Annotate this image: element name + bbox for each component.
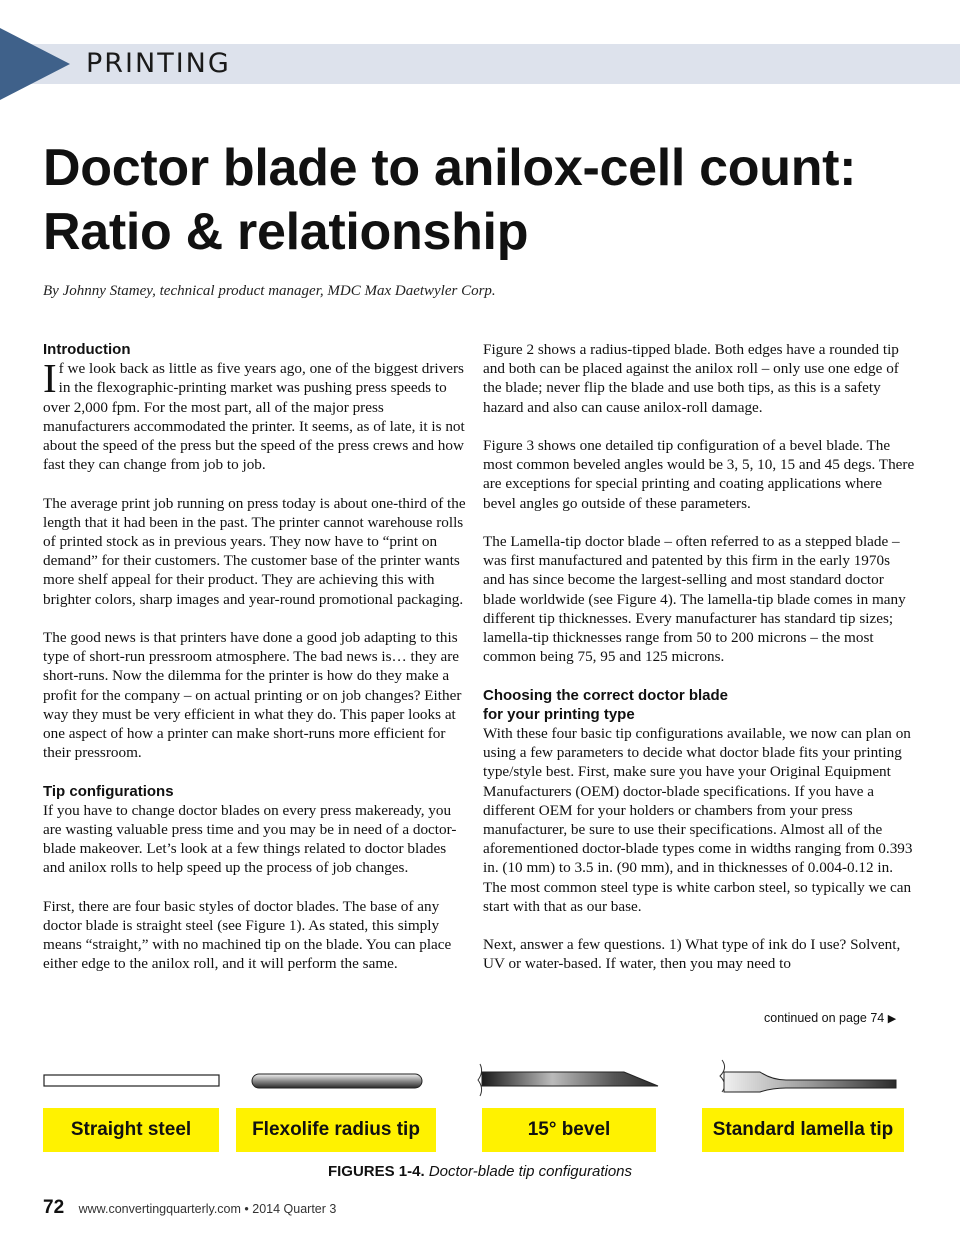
intro-text-1: f we look back as little as five years ago, one of the biggest drivers in the flexographic-printing market was pushing press speeds to over 2,000 fpm. For the most part, all of the major press manufacturers accommodated the printer. It seems, as of late, it is not about the speed of the press but the speed of the press crews and how fast they can change from job to job.: [43, 360, 465, 474]
figure-label-straight-steel: Straight steel: [43, 1108, 219, 1152]
figure-label-bevel: 15° bevel: [482, 1108, 656, 1152]
right-paragraph-1: Figure 2 shows a radius-tipped blade. Both edges have a rounded tip and both can be placed against the anilox roll – only use one edge of the blade; never flip the blade and use both tips, as this is a safety hazard and also can cause anilox-roll damage.: [483, 341, 899, 416]
straight-steel-blade-figure: [43, 1058, 221, 1098]
right-paragraph-4: With these four basic tip configurations available, we now can plan on using a few parameters to decide what doctor blade fits your printing type/style best. First, make sure you have your Original Equipment Manufacturers (OEM) doctor-blade specifications. If you have a different OEM for your holders or chambers from your press manufacturer, be sure to use their specifications. Almost all of the aforementioned doctor-blade types come in widths ranging from 0.393 in. (10 mm) to 3.5 in. (90 mm), and in thicknesses of 0.004-0.12 in. The most common steel type is white carbon steel, so typically we can start with that as our base.: [483, 725, 913, 915]
right-paragraph-3: The Lamella-tip doctor blade – often referred to as a stepped blade – was first manufactured and patented by this firm in the early 1970s and has since become the largest-selling and most standard doctor blade worldwide (see Figure 4). The lamella-tip blade comes in many different tip thicknesses. Every manufacturer has standard tip sizes; lamella-tip thicknesses range from 50 to 200 microns – the most common being 75, 95 and 125 microns.: [483, 533, 906, 666]
drop-cap: I: [43, 355, 57, 402]
right-paragraph-2: Figure 3 shows one detailed tip configuration of a bevel blade. The most common beveled angles would be 3, 5, 10, 15 and 45 degs. There are exceptions for special printing and coating applications where bevel angles go outside of these parameters.: [483, 437, 915, 512]
right-paragraph-5: Next, answer a few questions. 1) What type of ink do I use? Solvent, UV or water-based. If water, then you may need to: [483, 936, 901, 973]
page-number: 72: [43, 1197, 65, 1218]
intro-paragraph-2: The average print job running on press today is about one-third of the length that it had been in the past. The printer cannot warehouse rolls of printed stock as in previous years. They now have to “print on demand” for their customers. The customer base of the printer wants more shelf appeal for their product. They are achieving this with brighter colors, sharp images and year-round promotional packaging.: [43, 494, 466, 608]
continued-text: continued on page 74: [764, 1011, 885, 1025]
figure-caption-bold: FIGURES 1-4.: [327, 1163, 425, 1180]
triangle-right-icon: ▶: [887, 1013, 897, 1025]
bevel-blade-figure: [474, 1058, 664, 1104]
right-column: [483, 340, 915, 993]
byline: By Johnny Stamey, technical product manager, MDC Max Daetwyler Corp.: [43, 283, 496, 299]
choose-heading-2: for your printing type: [483, 705, 635, 723]
intro-paragraph-3: The good news is that printers have done a good job adapting to this type of short-run pressroom atmosphere. The bad news is… they are short-runs. Now the dilemma for the printer is how do they make a profit for the company – on actual printing or on job changes? Either way they must be very efficient in what they do. This paper looks at one aspect of how a printer can make short-runs more efficient for their pressroom.: [43, 629, 462, 762]
tip-heading: Tip configurations: [43, 782, 174, 800]
section-label: PRINTING: [86, 48, 231, 79]
page-footer: [43, 1197, 336, 1219]
tip-paragraph-2: First, there are four basic styles of doctor blades. The base of any doctor blade is straight steel (see Figure 1). As stated, this simply means “straight,” with no machined tip on the blade. You can place either edge to the anilox roll, and it will perform the same.: [43, 897, 452, 973]
figure-caption: [0, 1163, 960, 1180]
radius-tip-blade-figure: [248, 1058, 428, 1098]
left-column: [43, 340, 468, 993]
choose-heading-1: Choosing the correct doctor blade: [483, 686, 729, 704]
footer-text: www.convertingquarterly.com • 2014 Quarter 3: [78, 1202, 337, 1216]
article-title: Doctor blade to anilox-cell count: Ratio & relationship: [43, 139, 857, 261]
figure-label-lamella: Standard lamella tip: [702, 1108, 904, 1152]
intro-heading: Introduction: [43, 341, 131, 358]
continued-link[interactable]: [764, 1011, 896, 1025]
banner-arrow-icon: [0, 28, 70, 100]
intro-paragraph-1: [43, 355, 468, 474]
figure-label-radius-tip: Flexolife radius tip: [236, 1108, 436, 1152]
tip-paragraph-1: If you have to change doctor blades on every press makeready, you are wasting valuable press time and you may be in need of a doctor-blade makeover. Let’s look at a few things related to doctor blades and anilox rolls to help speed up the process of job changes.: [43, 801, 457, 877]
figure-caption-italic: Doctor-blade tip configurations: [428, 1163, 633, 1180]
lamella-blade-figure: [712, 1058, 902, 1104]
